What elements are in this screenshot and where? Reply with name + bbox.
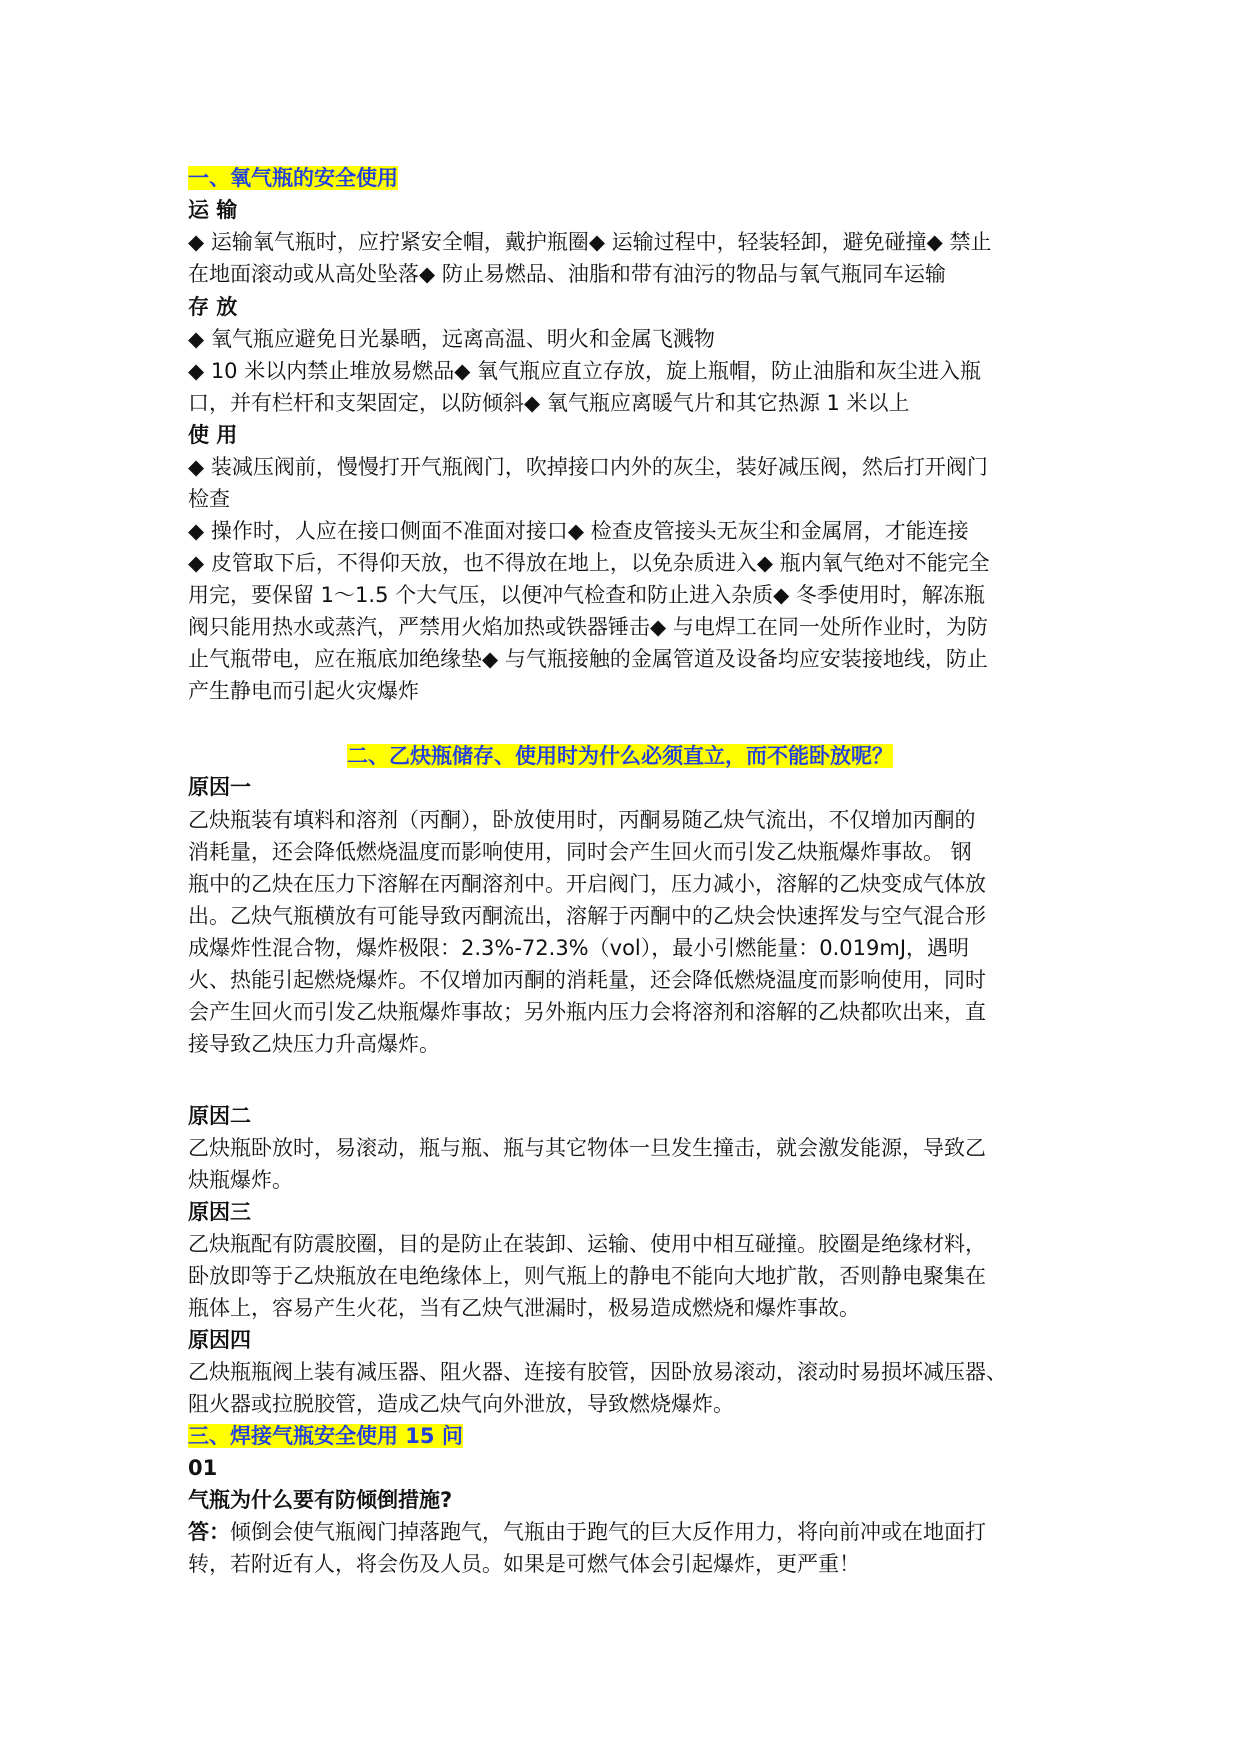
subheading-storage: 存 放 — [188, 295, 238, 319]
reason3-line-2: 卧放即等于乙炔瓶放在电绝缘体上，则气瓶上的静电不能向大地扩散，否则静电聚集在 — [188, 1264, 986, 1288]
storage-line-1: ◆ 氧气瓶应避免日光暴晒，远离高温、明火和金属飞溅物 — [188, 327, 715, 351]
question-text: 气瓶为什么要有防倾倒措施? — [188, 1488, 453, 1512]
use-line-1: ◆ 装减压阀前，慢慢打开气瓶阀门，吹掉接口内外的灰尘，装好减压阀，然后打开阀门 — [188, 455, 988, 479]
use-line-4: ◆ 皮管取下后，不得仰天放，也不得放在地上，以免杂质进入◆ 瓶内氧气绝对不能完全 — [188, 551, 990, 575]
answer-line-1 — [188, 1516, 1068, 1548]
reason1-line-4: 出。乙炔气瓶横放有可能导致丙酮流出，溶解于丙酮中的乙炔会快速挥发与空气混合形 — [188, 904, 986, 928]
reason4-heading: 原因四 — [188, 1328, 251, 1352]
section3-title: 三、焊接气瓶安全使用 15 问 — [188, 1424, 463, 1448]
reason1-line-1: 乙炔瓶装有填料和溶剂（丙酮），卧放使用时，丙酮易随乙炔气流出，不仅增加丙酮的 — [188, 808, 976, 832]
transport-line-2: 在地面滚动或从高处坠落◆ 防止易燃品、油脂和带有油污的物品与氧气瓶同车运输 — [188, 262, 946, 286]
subheading-use: 使 用 — [188, 423, 238, 447]
answer-text-1: 倾倒会使气瓶阀门掉落跑气，气瓶由于跑气的巨大反作用力，将向前冲或在地面打 — [230, 1520, 986, 1544]
reason1-line-3: 瓶中的乙炔在压力下溶解在丙酮溶剂中。开启阀门，压力减小，溶解的乙炔变成气体放 — [188, 872, 986, 896]
question-number: 01 — [188, 1456, 218, 1480]
section1-heading — [188, 162, 1068, 194]
use-line-3: ◆ 操作时，人应在接口侧面不准面对接口◆ 检查皮管接头无灰尘和金属屑，才能连接 — [188, 519, 969, 543]
use-line-5: 用完，要保留 1～1.5 个大气压，以便冲气检查和防止进入杂质◆ 冬季使用时，解冻瓶 — [188, 583, 985, 607]
use-line-8: 产生静电而引起火灾爆炸 — [188, 679, 419, 703]
answer-line-2: 转，若附近有人，将会伤及人员。如果是可燃气体会引起爆炸，更严重！ — [188, 1552, 860, 1576]
storage-line-2: ◆ 10 米以内禁止堆放易燃品◆ 氧气瓶应直立存放，旋上瓶帽，防止油脂和灰尘进入瓶 — [188, 359, 982, 383]
reason2-line-2: 炔瓶爆炸。 — [188, 1168, 293, 1192]
reason3-line-1: 乙炔瓶配有防震胶圈，目的是防止在装卸、运输、使用中相互碰撞。胶圈是绝缘材料， — [188, 1232, 986, 1256]
reason1-line-6: 火、热能引起燃烧爆炸。不仅增加丙酮的消耗量，还会降低燃烧温度而影响使用，同时 — [188, 968, 986, 992]
storage-line-3: 口，并有栏杆和支架固定，以防倾斜◆ 氧气瓶应离暖气片和其它热源 1 米以上 — [188, 391, 910, 415]
reason4-line-2: 阻火器或拉脱胶管，造成乙炔气向外泄放，导致燃烧爆炸。 — [188, 1392, 734, 1416]
reason1-heading: 原因一 — [188, 775, 251, 799]
reason2-line-1: 乙炔瓶卧放时，易滚动，瓶与瓶、瓶与其它物体一旦发生撞击，就会激发能源，导致乙 — [188, 1136, 986, 1160]
use-line-7: 止气瓶带电，应在瓶底加绝缘垫◆ 与气瓶接触的金属管道及设备均应安装接地线，防止 — [188, 647, 988, 671]
answer-label: 答： — [188, 1520, 230, 1544]
subheading-transport: 运 输 — [188, 198, 238, 222]
section1-title: 一、氧气瓶的安全使用 — [188, 166, 398, 190]
section2-title: 二、乙炔瓶储存、使用时为什么必须直立，而不能卧放呢？ — [347, 744, 893, 768]
reason4-line-1: 乙炔瓶瓶阀上装有减压器、阻火器、连接有胶管，因卧放易滚动，滚动时易损坏减压器、 — [188, 1360, 1007, 1384]
reason1-line-5: 成爆炸性混合物，爆炸极限：2.3%-72.3%（vol），最小引燃能量：0.019mJ，遇明 — [188, 936, 970, 960]
reason3-line-3: 瓶体上，容易产生火花，当有乙炔气泄漏时，极易造成燃烧和爆炸事故。 — [188, 1296, 860, 1320]
reason1-line-8: 接导致乙炔压力升高爆炸。 — [188, 1032, 440, 1056]
transport-line-1: ◆ 运输氧气瓶时，应拧紧安全帽，戴护瓶圈◆ 运输过程中，轻装轻卸，避免碰撞◆ 禁止 — [188, 230, 992, 254]
reason3-heading: 原因三 — [188, 1200, 251, 1224]
reason1-line-2: 消耗量，还会降低燃烧温度而影响使用，同时会产生回火而引发乙炔瓶爆炸事故。 钢 — [188, 840, 972, 864]
reason1-line-7: 会产生回火而引发乙炔瓶爆炸事故；另外瓶内压力会将溶剂和溶解的乙炔都吹出来，直 — [188, 1000, 986, 1024]
use-line-2: 检查 — [188, 487, 230, 511]
use-line-6: 阀只能用热水或蒸汽，严禁用火焰加热或铁器锤击◆ 与电焊工在同一处所作业时，为防 — [188, 615, 988, 639]
section3-heading — [188, 1420, 1068, 1452]
section2-heading — [188, 740, 1052, 772]
reason2-heading: 原因二 — [188, 1104, 251, 1128]
